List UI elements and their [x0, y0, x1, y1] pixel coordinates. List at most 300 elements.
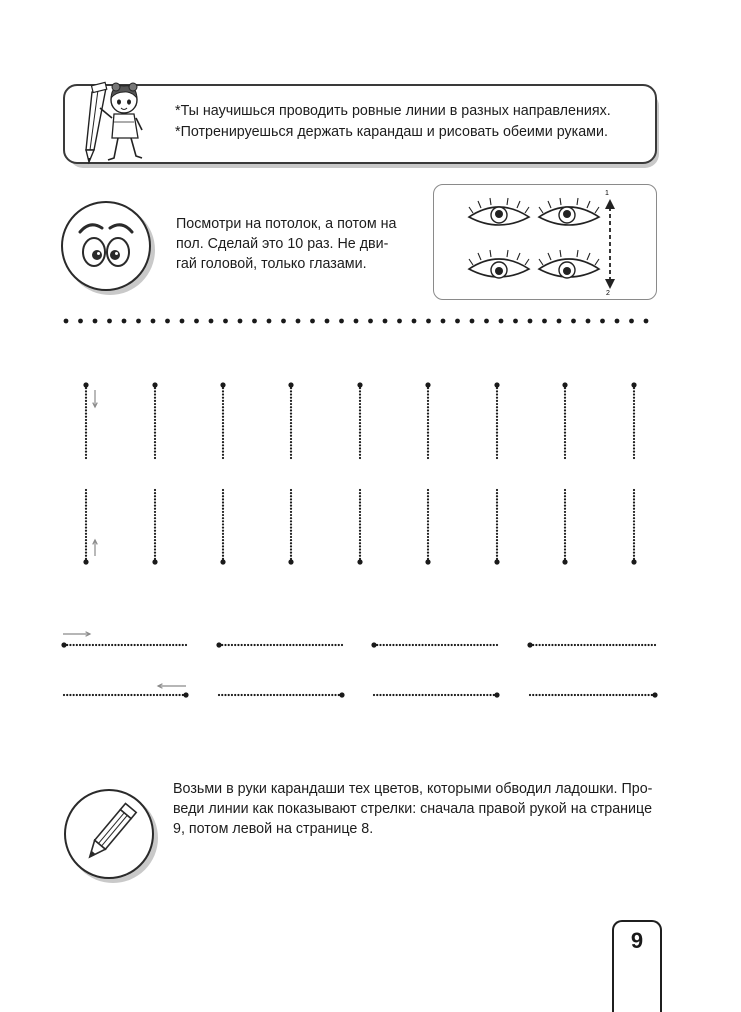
trace-dot — [85, 416, 87, 418]
trace-dot — [220, 559, 225, 564]
trace-dot — [564, 416, 566, 418]
separator-dot — [542, 319, 547, 324]
trace-dot — [476, 694, 478, 696]
trace-dot — [224, 694, 226, 696]
separator-dot — [281, 319, 286, 324]
separator-dot — [455, 319, 460, 324]
trace-dot — [496, 403, 498, 405]
trace-dot — [290, 552, 292, 554]
trace-dot — [154, 441, 156, 443]
trace-dot — [85, 457, 87, 459]
trace-dot — [438, 644, 440, 646]
trace-dot — [633, 393, 635, 395]
vertical-trace-bottom-6[interactable] — [425, 489, 430, 565]
trace-dot — [615, 694, 617, 696]
trace-dot — [85, 644, 87, 646]
trace-dot — [85, 539, 87, 541]
trace-dot — [427, 428, 429, 430]
trace-dot — [290, 444, 292, 446]
trace-dot — [85, 514, 87, 516]
trace-dot — [222, 400, 224, 402]
trace-dot — [483, 694, 485, 696]
trace-dot — [548, 694, 550, 696]
trace-dot — [635, 694, 637, 696]
trace-dot — [389, 644, 391, 646]
trace-dot — [222, 419, 224, 421]
trace-dot — [641, 694, 643, 696]
vertical-trace-top-2[interactable] — [152, 382, 157, 459]
trace-dot — [85, 542, 87, 544]
trace-dot — [493, 644, 495, 646]
left-arrow-icon — [158, 684, 186, 689]
trace-dot — [222, 514, 224, 516]
trace-dot — [564, 444, 566, 446]
trace-dot — [222, 533, 224, 535]
trace-dot — [496, 495, 498, 497]
trace-dot — [85, 694, 87, 696]
trace-dot — [134, 694, 136, 696]
trace-dot — [571, 644, 573, 646]
trace-dot — [154, 526, 156, 528]
separator-dot — [296, 319, 301, 324]
trace-dot — [222, 441, 224, 443]
trace-dot — [222, 406, 224, 408]
trace-dot — [496, 498, 498, 500]
trace-dot — [633, 542, 635, 544]
trace-dot — [290, 400, 292, 402]
trace-dot — [427, 530, 429, 532]
trace-dot — [633, 489, 635, 491]
separator-dot — [151, 319, 156, 324]
trace-dot — [427, 517, 429, 519]
trace-dot — [633, 545, 635, 547]
horizontal-trace-top-1[interactable] — [61, 642, 187, 647]
trace-dot — [85, 425, 87, 427]
trace-dot — [234, 644, 236, 646]
trace-dot — [79, 644, 81, 646]
trace-dot — [564, 505, 566, 507]
trace-dot — [496, 548, 498, 550]
trace-dot — [290, 419, 292, 421]
separator-dot — [600, 319, 605, 324]
trace-dot — [241, 694, 243, 696]
trace-dot — [558, 644, 560, 646]
trace-dot — [83, 559, 88, 564]
trace-dot — [425, 559, 430, 564]
trace-dot — [596, 694, 598, 696]
trace-dot — [121, 644, 123, 646]
trace-dot — [418, 644, 420, 646]
trace-dot — [134, 644, 136, 646]
trace-dot — [154, 403, 156, 405]
trace-dot — [633, 539, 635, 541]
trace-dot — [496, 390, 498, 392]
trace-dot — [496, 406, 498, 408]
trace-dot — [331, 644, 333, 646]
trace-dot — [644, 694, 646, 696]
trace-dot — [254, 644, 256, 646]
trace-dot — [561, 694, 563, 696]
trace-dot — [222, 438, 224, 440]
trace-dot — [405, 694, 407, 696]
trace-dot — [496, 545, 498, 547]
trace-dot — [288, 559, 293, 564]
trace-dot — [427, 390, 429, 392]
trace-dot — [496, 435, 498, 437]
trace-dot — [154, 520, 156, 522]
trace-dot — [383, 694, 385, 696]
trace-dot — [564, 422, 566, 424]
trace-dot — [222, 425, 224, 427]
separator-dot — [165, 319, 170, 324]
trace-dot — [85, 400, 87, 402]
trace-dot — [154, 542, 156, 544]
trace-dot — [154, 498, 156, 500]
trace-dot — [564, 428, 566, 430]
horizontal-trace-bottom-1[interactable] — [63, 692, 189, 697]
trace-dot — [290, 511, 292, 513]
trace-dot — [222, 390, 224, 392]
trace-dot — [496, 492, 498, 494]
trace-dot — [296, 644, 298, 646]
trace-dot — [421, 644, 423, 646]
trace-dot — [359, 505, 361, 507]
trace-dot — [359, 406, 361, 408]
trace-dot — [396, 694, 398, 696]
trace-dot — [425, 382, 430, 387]
separator-dot — [122, 319, 127, 324]
separator-dot — [368, 319, 373, 324]
trace-dot — [427, 511, 429, 513]
trace-dot — [302, 694, 304, 696]
trace-dot — [467, 644, 469, 646]
vertical-trace-top-5[interactable] — [357, 382, 362, 459]
trace-dot — [496, 428, 498, 430]
trace-dot — [222, 422, 224, 424]
vertical-trace-bottom-3[interactable] — [220, 489, 225, 565]
trace-dot — [357, 559, 362, 564]
trace-dot — [619, 644, 621, 646]
trace-dot — [222, 523, 224, 525]
trace-dot — [427, 435, 429, 437]
trace-dot — [222, 545, 224, 547]
trace-dot — [299, 644, 301, 646]
separator-dot — [252, 319, 257, 324]
trace-dot — [154, 489, 156, 491]
trace-dot — [290, 501, 292, 503]
trace-dot — [464, 694, 466, 696]
trace-dot — [373, 694, 375, 696]
trace-dot — [222, 447, 224, 449]
trace-dot — [633, 447, 635, 449]
separator-dot — [513, 319, 518, 324]
trace-dot — [496, 539, 498, 541]
horizontal-trace-top-3[interactable] — [371, 642, 498, 647]
trace-dot — [325, 644, 327, 646]
trace-dot — [571, 694, 573, 696]
trace-dot — [633, 387, 635, 389]
trace-dot — [564, 492, 566, 494]
vertical-trace-top-9[interactable] — [631, 382, 636, 459]
trace-dot — [101, 644, 103, 646]
trace-dot — [162, 644, 164, 646]
trace-dot — [564, 489, 566, 491]
trace-dot — [564, 495, 566, 497]
trace-dot — [222, 428, 224, 430]
trace-dot — [402, 644, 404, 646]
separator-dot — [426, 319, 431, 324]
trace-dot — [451, 644, 453, 646]
vertical-trace-bottom-8[interactable] — [562, 489, 567, 565]
trace-dot — [473, 644, 475, 646]
trace-dot — [555, 644, 557, 646]
trace-dot — [564, 412, 566, 414]
trace-dot — [427, 432, 429, 434]
horizontal-trace-top-2[interactable] — [216, 642, 343, 647]
trace-dot — [644, 644, 646, 646]
trace-dot — [222, 517, 224, 519]
trace-dot — [359, 508, 361, 510]
trace-dot — [85, 548, 87, 550]
trace-dot — [359, 514, 361, 516]
vertical-trace-bottom-1[interactable] — [83, 489, 88, 565]
trace-dot — [185, 644, 187, 646]
trace-dot — [409, 644, 411, 646]
trace-dot — [359, 454, 361, 456]
trace-dot — [85, 523, 87, 525]
trace-dot — [628, 644, 630, 646]
trace-dot — [85, 451, 87, 453]
trace-dot — [633, 505, 635, 507]
vertical-trace-top-6[interactable] — [425, 382, 430, 459]
trace-dot — [577, 644, 579, 646]
trace-dot — [143, 694, 145, 696]
trace-dot — [85, 444, 87, 446]
vertical-trace-bottom-2[interactable] — [152, 489, 157, 565]
separator-dot — [64, 319, 69, 324]
trace-dot — [92, 694, 94, 696]
trace-dot — [480, 694, 482, 696]
horizontal-trace-bottom-2[interactable] — [218, 692, 345, 697]
trace-dot — [89, 694, 91, 696]
trace-dot — [496, 530, 498, 532]
vertical-trace-bottom-7[interactable] — [494, 489, 499, 565]
trace-dot — [85, 387, 87, 389]
trace-dot — [218, 694, 220, 696]
separator-dot — [383, 319, 388, 324]
trace-dot — [66, 644, 68, 646]
trace-dot — [114, 694, 116, 696]
trace-dot — [154, 409, 156, 411]
trace-dot — [496, 508, 498, 510]
trace-dot — [631, 382, 636, 387]
trace-dot — [564, 457, 566, 459]
separator-dot — [615, 319, 620, 324]
trace-dot — [290, 432, 292, 434]
trace-dot — [221, 644, 223, 646]
vertical-trace-bottom-9[interactable] — [631, 489, 636, 565]
trace-dot — [290, 542, 292, 544]
trace-dot — [290, 447, 292, 449]
trace-dot — [290, 526, 292, 528]
trace-dot — [183, 692, 188, 697]
trace-dot — [222, 435, 224, 437]
trace-dot — [154, 533, 156, 535]
trace-dot — [276, 694, 278, 696]
trace-dot — [625, 644, 627, 646]
trace-dot — [489, 694, 491, 696]
trace-dot — [85, 489, 87, 491]
trace-dot — [222, 416, 224, 418]
trace-dot — [73, 644, 75, 646]
trace-dot — [290, 489, 292, 491]
vertical-trace-bottom-4[interactable] — [288, 489, 293, 565]
trace-dot — [496, 526, 498, 528]
horizontal-trace-bottom-3[interactable] — [373, 692, 500, 697]
trace-dot — [496, 457, 498, 459]
trace-dot — [564, 454, 566, 456]
trace-dot — [359, 498, 361, 500]
trace-dot — [427, 545, 429, 547]
trace-dot — [359, 533, 361, 535]
vertical-trace-top-4[interactable] — [288, 382, 293, 459]
trace-dot — [633, 533, 635, 535]
trace-dot — [83, 382, 88, 387]
trace-dot — [496, 536, 498, 538]
vertical-trace-top-8[interactable] — [562, 382, 567, 459]
trace-dot — [587, 694, 589, 696]
trace-dot — [359, 489, 361, 491]
trace-dot — [457, 644, 459, 646]
trace-dot — [467, 694, 469, 696]
trace-dot — [266, 644, 268, 646]
pencil-icon — [63, 788, 155, 880]
trace-dot — [154, 428, 156, 430]
trace-dot — [494, 382, 499, 387]
trace-dot — [633, 428, 635, 430]
trace-dot — [85, 432, 87, 434]
up-arrow-icon — [93, 540, 98, 556]
separator-dot — [499, 319, 504, 324]
trace-dot — [427, 444, 429, 446]
trace-dot — [85, 501, 87, 503]
trace-dot — [427, 425, 429, 427]
trace-dot — [359, 441, 361, 443]
trace-dot — [290, 514, 292, 516]
separator-dot — [209, 319, 214, 324]
trace-dot — [359, 492, 361, 494]
goal-line-1: *Ты научишься проводить ровные линии в разных направлениях. — [175, 103, 611, 119]
trace-dot — [415, 694, 417, 696]
trace-dot — [69, 644, 71, 646]
trace-dot — [359, 390, 361, 392]
horizontal-trace-top-4[interactable] — [527, 642, 656, 647]
trace-dot — [117, 644, 119, 646]
trace-dot — [633, 523, 635, 525]
trace-dot — [444, 694, 446, 696]
trace-dot — [496, 409, 498, 411]
trace-dot — [154, 536, 156, 538]
trace-dot — [489, 644, 491, 646]
trace-dot — [567, 644, 569, 646]
vertical-trace-top-7[interactable] — [494, 382, 499, 459]
trace-dot — [434, 694, 436, 696]
trace-dot — [473, 694, 475, 696]
trace-dot — [470, 644, 472, 646]
trace-dot — [172, 694, 174, 696]
trace-dot — [178, 694, 180, 696]
trace-dot — [633, 526, 635, 528]
trace-dot — [290, 454, 292, 456]
separator-dot — [644, 319, 649, 324]
vertical-trace-top-3[interactable] — [220, 382, 225, 459]
trace-dot — [98, 694, 100, 696]
trace-dot — [427, 508, 429, 510]
trace-dot — [166, 694, 168, 696]
trace-dot — [496, 447, 498, 449]
trace-dot — [85, 412, 87, 414]
trace-dot — [85, 505, 87, 507]
trace-dot — [154, 454, 156, 456]
trace-dot — [496, 438, 498, 440]
trace-dot — [633, 390, 635, 392]
trace-dot — [263, 644, 265, 646]
trace-dot — [154, 425, 156, 427]
trace-dot — [85, 447, 87, 449]
trace-dot — [154, 523, 156, 525]
trace-dot — [633, 422, 635, 424]
trace-dot — [359, 393, 361, 395]
trace-dot — [172, 644, 174, 646]
trace-dot — [222, 530, 224, 532]
trace-dot — [564, 545, 566, 547]
trace-dot — [619, 694, 621, 696]
trace-dot — [154, 505, 156, 507]
trace-dot — [222, 552, 224, 554]
vertical-trace-top-1[interactable] — [83, 382, 88, 459]
trace-dot — [564, 447, 566, 449]
trace-dot — [237, 694, 239, 696]
trace-dot — [561, 644, 563, 646]
trace-dot — [392, 694, 394, 696]
trace-dot — [483, 644, 485, 646]
trace-dot — [427, 520, 429, 522]
trace-dot — [154, 438, 156, 440]
trace-dot — [290, 533, 292, 535]
trace-dot — [130, 694, 132, 696]
trace-dot — [631, 559, 636, 564]
trace-dot — [564, 498, 566, 500]
trace-dot — [154, 435, 156, 437]
trace-dot — [154, 530, 156, 532]
trace-dot — [574, 694, 576, 696]
trace-dot — [105, 694, 107, 696]
trace-dot — [633, 451, 635, 453]
trace-dot — [85, 520, 87, 522]
trace-dot — [359, 545, 361, 547]
trace-dot — [85, 517, 87, 519]
trace-dot — [654, 644, 656, 646]
trace-dot — [222, 387, 224, 389]
trace-dot — [130, 644, 132, 646]
trace-dot — [577, 694, 579, 696]
vertical-trace-bottom-5[interactable] — [357, 489, 362, 565]
trace-dot — [564, 397, 566, 399]
trace-dot — [286, 644, 288, 646]
separator-dot — [571, 319, 576, 324]
trace-dot — [266, 694, 268, 696]
horizontal-trace-bottom-4[interactable] — [529, 692, 658, 697]
